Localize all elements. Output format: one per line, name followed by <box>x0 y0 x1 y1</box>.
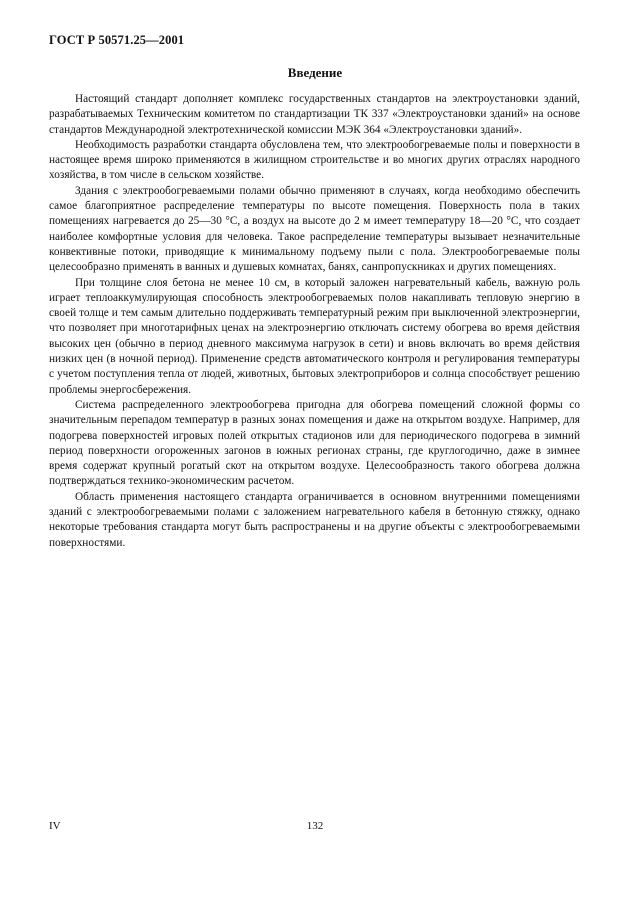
paragraph-application-scope: Область применения настоящего стандарта ограничивается в основном внутренними помещениями зданий с электрообогреваемыми полами с заложением нагревательного кабеля в бетонную стяжку, однако некоторые требования стандарта могут быть распространены и на другие объекты с электрообогреваемыми поверхностями. <box>49 490 580 549</box>
body-text <box>49 92 580 551</box>
roman-page-number: IV <box>49 820 61 832</box>
section-title: Введение <box>287 65 343 80</box>
paragraph-heated-floors: Здания с электрообогреваемыми полами обычно применяют в случаях, когда необходимо обеспечить самое благоприятное распределение температуры по высоте помещения. Поверхность пола в таких помещениях нагревается до 25—30 °С, а воздух на высоте до 2 м имеет температуру 18—20 °С, что создает наиболее комфортные условия для человека. Такое распределение температуры вызывает незначительные конвективные потоки, приводящие к минимальному подъему пыли с пола. Электрообогреваемые полы целесообразно применять в ванных и душевых комнатах, банях, санпропускниках и других помещениях. <box>49 184 580 274</box>
paragraph-necessity: Необходимость разработки стандарта обусловлена тем, что электрообогреваемые полы и поверхности в настоящее время широко применяются в жилищном строительстве и во многих других отраслях народного хозяйства, в том числе в сельском хозяйстве. <box>49 138 580 182</box>
paragraph-distributed-heating: Система распределенного электрообогрева пригодна для обогрева помещений сложной формы со значительным перепадом температур в разных зонах помещения и даже на открытом воздухе. Например, для подогрева поверхностей игровых полей открытых стадионов или для периодического подогрева в зимний период поверхности огороженных загонов в южных регионах страны, где круглогодично, даже в зимнее время содержат крупный рогатый скот на открытом воздухе. Целесообразность такого обогрева должна подтверждаться технико-экономическим расчетом. <box>49 398 580 488</box>
paragraph-heat-storage: При толщине слоя бетона не менее 10 см, в который заложен нагревательный кабель, важную роль играет теплоаккумулирующая способность электрообогреваемых полов накапливать тепловую энергию в своей толще и тем самым длительно поддерживать температурный режим при выключенной электроэнергии, что позволяет при многотарифных ценах на электроэнергию отключать систему обогрева во время действия высоких цен (обычно в период дневного максимума нагрузок в сети) и вновь включать во время действия низких цен (в ночной период). Применение средств автоматического контроля и регулирования температуры с учетом поступления тепла от людей, животных, бытовых электроприборов и солнца способствует решению проблемы энергосбережения. <box>49 276 580 396</box>
page-number: 132 <box>306 820 324 832</box>
standard-code-header: ГОСТ Р 50571.25—2001 <box>49 33 185 47</box>
paragraph-scope-intro: Настоящий стандарт дополняет комплекс государственных стандартов на электроустановки зданий, разрабатываемых Техническим комитетом по стандартизации ТК 337 «Электроустановки зданий» на основе стандартов Международной электротехнической комиссии МЭК 364 «Электроустановки зданий». <box>49 93 580 136</box>
